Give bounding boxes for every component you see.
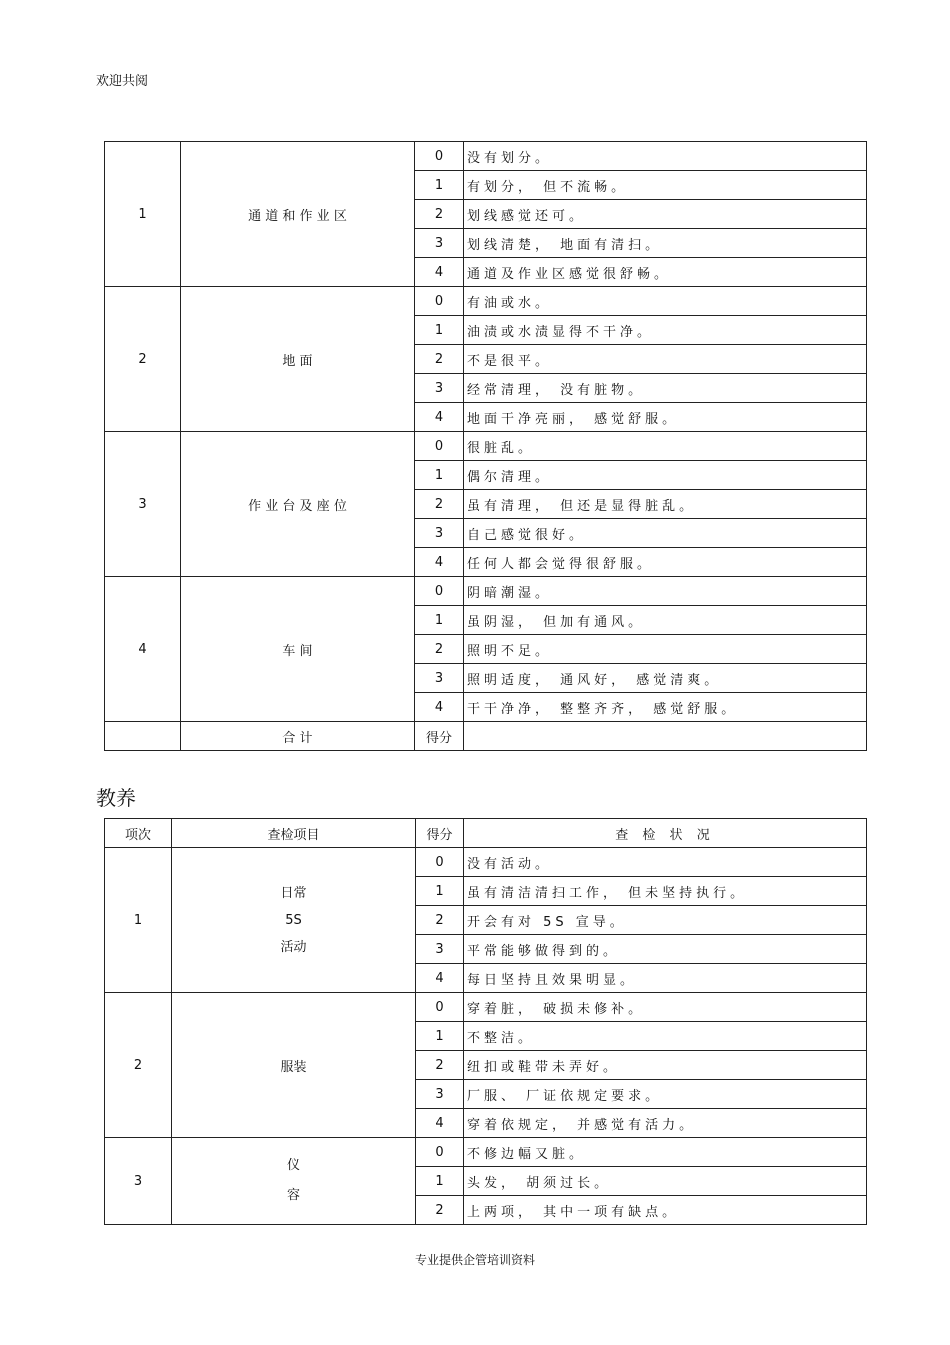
table-row xyxy=(105,287,867,316)
description-cell: 不修边幅又脏。 xyxy=(464,1138,867,1167)
score-cell: 0 xyxy=(415,287,464,316)
score-cell: 3 xyxy=(416,1080,464,1109)
empty-cell xyxy=(105,722,181,751)
item-name: 通 道 和 作 业 区 xyxy=(181,142,415,287)
score-cell: 0 xyxy=(415,577,464,606)
description-cell: 穿着依规定， 并感觉有活力。 xyxy=(464,1109,867,1138)
score-cell: 4 xyxy=(415,258,464,287)
score-cell: 4 xyxy=(415,403,464,432)
description-cell: 虽有清洁清扫工作， 但未坚持执行。 xyxy=(464,877,867,906)
inspection-table-2 xyxy=(104,818,867,1225)
score-cell: 2 xyxy=(416,1196,464,1225)
item-name: 车 间 xyxy=(181,577,415,722)
item-number: 2 xyxy=(105,993,172,1138)
item-number: 1 xyxy=(105,142,181,287)
description-cell: 厂服、 厂证依规定要求。 xyxy=(464,1080,867,1109)
description-cell: 油渍或水渍显得不干净。 xyxy=(464,316,867,345)
score-cell: 2 xyxy=(416,1051,464,1080)
item-name xyxy=(172,993,416,1138)
score-cell: 1 xyxy=(415,171,464,200)
header-note: 欢迎共阅 xyxy=(96,74,149,89)
item-number: 3 xyxy=(105,1138,172,1225)
score-cell: 2 xyxy=(415,200,464,229)
score-cell: 1 xyxy=(416,1167,464,1196)
score-cell: 3 xyxy=(415,519,464,548)
description-cell: 阴暗潮湿。 xyxy=(464,577,867,606)
description-cell: 穿着脏， 破损未修补。 xyxy=(464,993,867,1022)
description-cell: 纽扣或鞋带未弄好。 xyxy=(464,1051,867,1080)
description-cell: 每日坚持且效果明显。 xyxy=(464,964,867,993)
table-row xyxy=(105,848,867,877)
table-header-row xyxy=(105,819,867,848)
score-cell: 0 xyxy=(416,848,464,877)
score-cell: 1 xyxy=(415,316,464,345)
table-row xyxy=(105,577,867,606)
item-number: 1 xyxy=(105,848,172,993)
score-cell: 3 xyxy=(415,229,464,258)
table-row xyxy=(105,1138,867,1167)
description-cell: 照明适度， 通风好， 感觉清爽。 xyxy=(464,664,867,693)
score-cell: 4 xyxy=(416,964,464,993)
description-cell: 划线清楚， 地面有清扫。 xyxy=(464,229,867,258)
item-name xyxy=(172,848,416,993)
score-cell: 2 xyxy=(415,345,464,374)
header-status: 查 检 状 况 xyxy=(464,819,867,848)
item-name xyxy=(172,1138,416,1225)
item-number: 3 xyxy=(105,432,181,577)
item-name-line: 服装 xyxy=(280,1059,307,1075)
item-name: 地 面 xyxy=(181,287,415,432)
item-name-line: 仪 xyxy=(286,1158,300,1173)
item-number: 2 xyxy=(105,287,181,432)
score-cell: 1 xyxy=(416,877,464,906)
score-cell: 2 xyxy=(415,635,464,664)
header-score: 得分 xyxy=(416,819,464,848)
score-cell: 3 xyxy=(415,374,464,403)
item-number: 4 xyxy=(105,577,181,722)
description-cell: 有油或水。 xyxy=(464,287,867,316)
score-cell: 0 xyxy=(416,1138,464,1167)
item-name-line: 日常 xyxy=(280,885,307,901)
table-row xyxy=(105,993,867,1022)
description-cell: 没有划分。 xyxy=(464,142,867,171)
description-cell: 虽阴湿， 但加有通风。 xyxy=(464,606,867,635)
item-name: 作 业 台 及 座 位 xyxy=(181,432,415,577)
item-name-line: 容 xyxy=(286,1188,300,1203)
table-row xyxy=(105,432,867,461)
score-cell: 0 xyxy=(415,432,464,461)
description-cell: 划线感觉还可。 xyxy=(464,200,867,229)
description-cell: 自己感觉很好。 xyxy=(464,519,867,548)
description-cell: 没有活动。 xyxy=(464,848,867,877)
item-name-line: 活动 xyxy=(280,939,307,955)
description-cell: 干干净净， 整整齐齐， 感觉舒服。 xyxy=(464,693,867,722)
total-row xyxy=(105,722,867,751)
description-cell: 任何人都会觉得很舒服。 xyxy=(464,548,867,577)
description-cell: 上两项， 其中一项有缺点。 xyxy=(464,1196,867,1225)
item-name-line: 5S xyxy=(285,912,302,928)
inspection-table-1 xyxy=(104,141,867,751)
score-cell: 1 xyxy=(415,461,464,490)
header-no: 项次 xyxy=(105,819,172,848)
description-cell: 虽有清理， 但还是显得脏乱。 xyxy=(464,490,867,519)
description-cell: 开会有对 5S 宣导。 xyxy=(464,906,867,935)
score-label: 得分 xyxy=(415,722,464,751)
description-cell: 不是很平。 xyxy=(464,345,867,374)
description-cell: 偶尔清理。 xyxy=(464,461,867,490)
score-cell: 0 xyxy=(415,142,464,171)
description-cell: 不整洁。 xyxy=(464,1022,867,1051)
total-label: 合 计 xyxy=(181,722,415,751)
header-item: 查检项目 xyxy=(172,819,416,848)
description-cell: 照明不足。 xyxy=(464,635,867,664)
footer-note: 专业提供企管培训资料 xyxy=(414,1253,535,1267)
score-cell: 0 xyxy=(416,993,464,1022)
section-title: 教养 xyxy=(96,786,136,810)
score-cell: 1 xyxy=(415,606,464,635)
score-cell: 2 xyxy=(416,906,464,935)
description-cell: 有划分， 但不流畅。 xyxy=(464,171,867,200)
total-score-cell xyxy=(464,722,867,751)
table-row xyxy=(105,142,867,171)
score-cell: 4 xyxy=(415,548,464,577)
score-cell: 1 xyxy=(416,1022,464,1051)
score-cell: 2 xyxy=(415,490,464,519)
score-cell: 4 xyxy=(416,1109,464,1138)
score-cell: 3 xyxy=(416,935,464,964)
score-cell: 4 xyxy=(415,693,464,722)
description-cell: 地面干净亮丽， 感觉舒服。 xyxy=(464,403,867,432)
description-cell: 平常能够做得到的。 xyxy=(464,935,867,964)
score-cell: 3 xyxy=(415,664,464,693)
description-cell: 很脏乱。 xyxy=(464,432,867,461)
description-cell: 头发， 胡须过长。 xyxy=(464,1167,867,1196)
description-cell: 通道及作业区感觉很舒畅。 xyxy=(464,258,867,287)
description-cell: 经常清理， 没有脏物。 xyxy=(464,374,867,403)
